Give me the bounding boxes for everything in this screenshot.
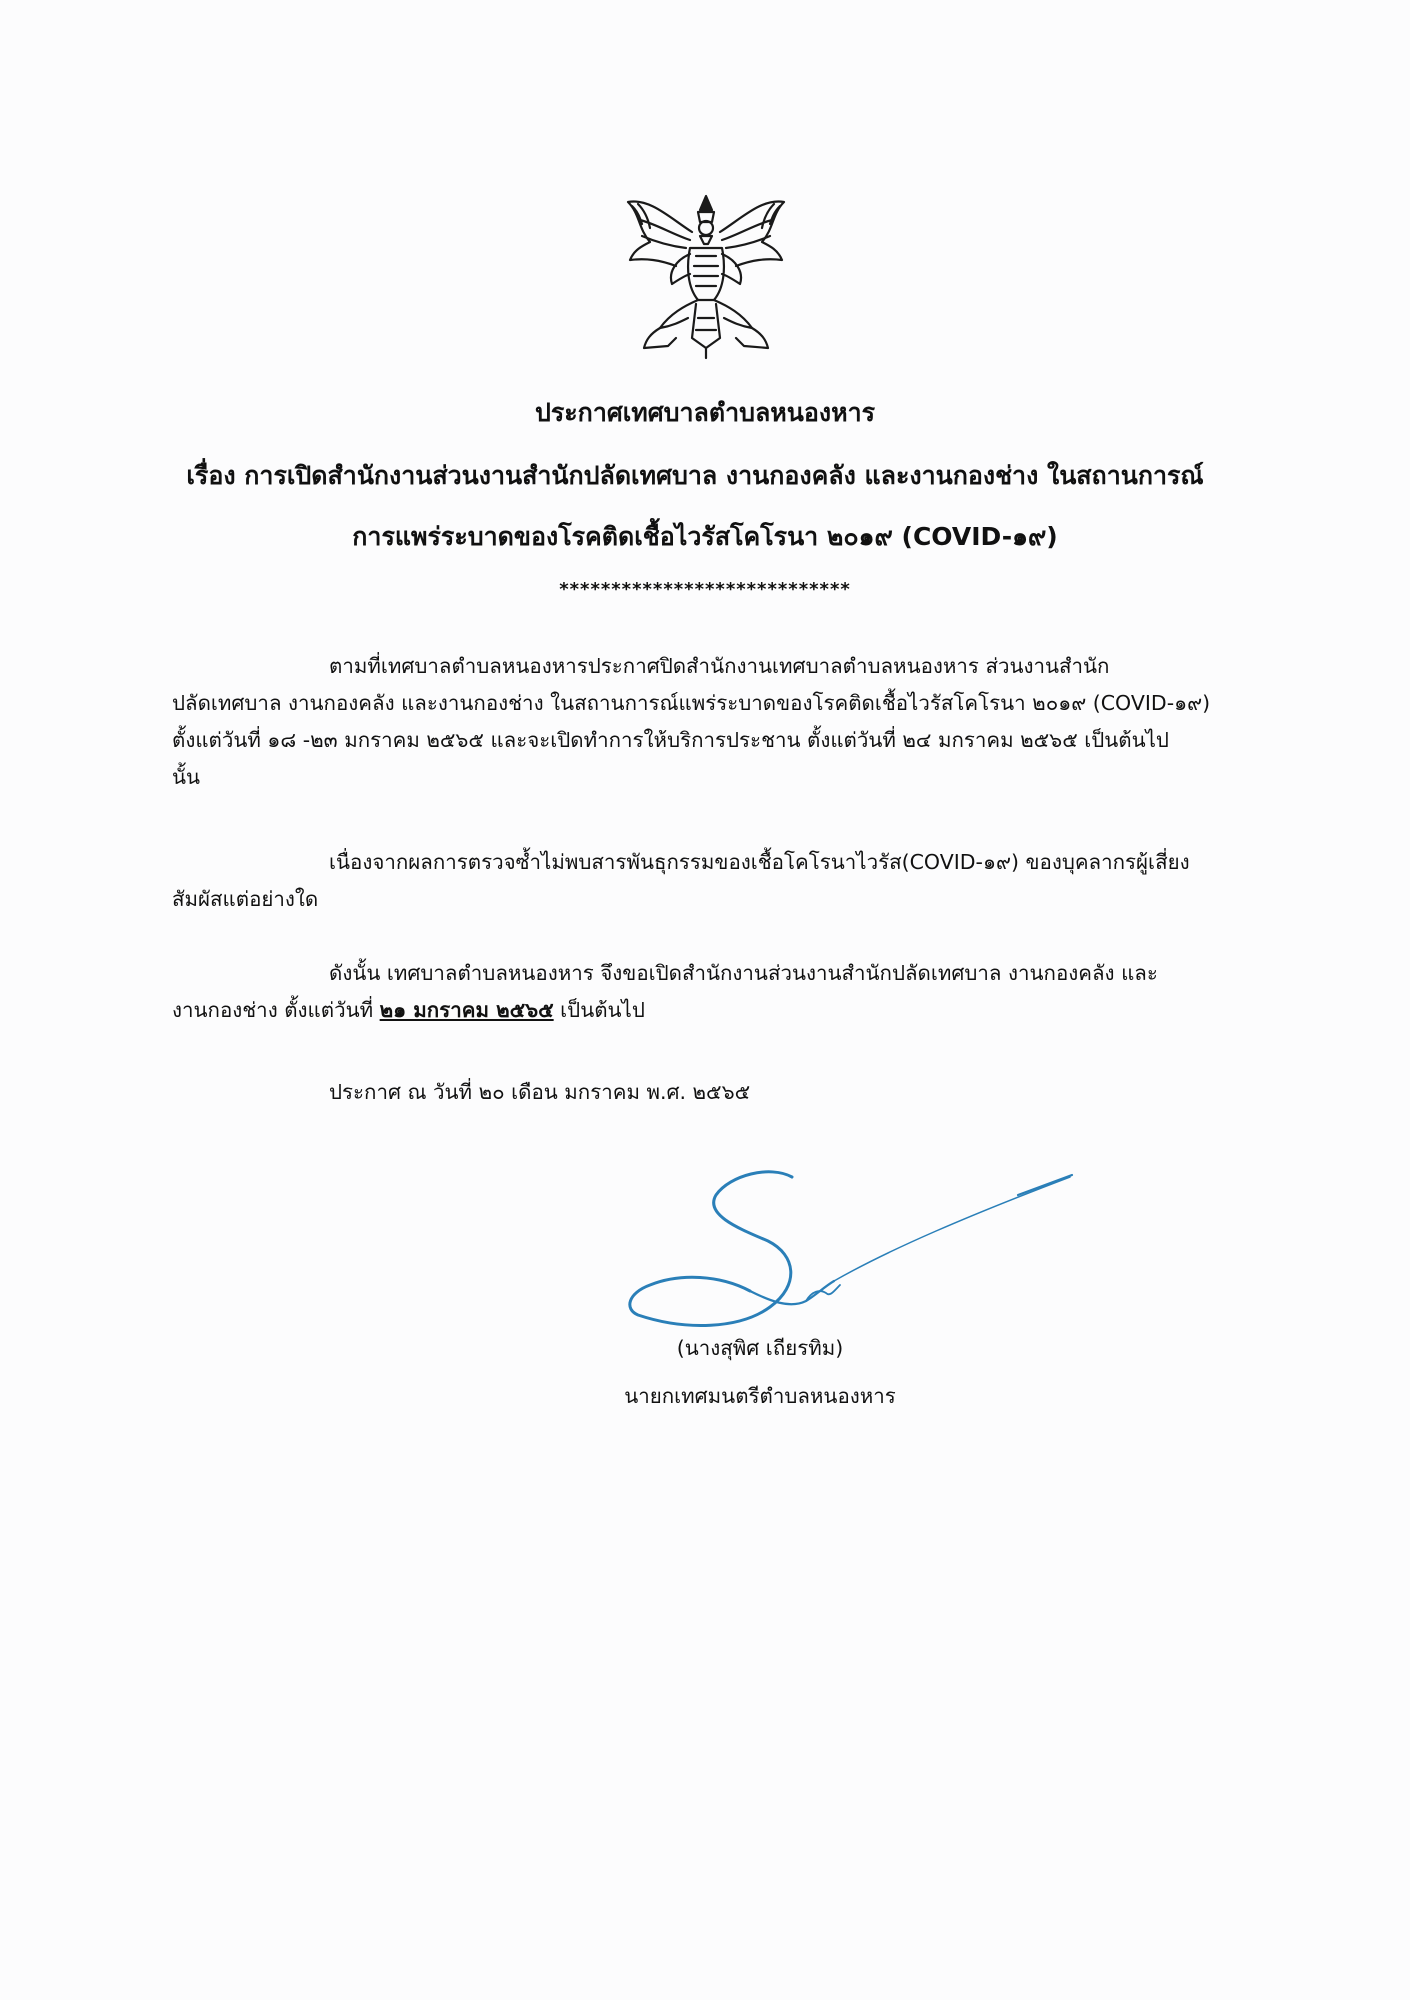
reopening-date: ๒๑ มกราคม ๒๕๖๕ (379, 998, 554, 1022)
paragraph-2-line-1: เนื่องจากผลการตรวจซ้ำไม่พบสารพันธุกรรมของเชื้อโคโรนาไวรัส(COVID-๑๙) ของบุคลากรผู้เสี่ยง (329, 850, 1190, 874)
paragraph-1-line-1: ตามที่เทศบาลตำบลหนองหารประกาศปิดสำนักงานเทศบาลตำบลหนองหาร ส่วนงานสำนัก (329, 654, 1110, 678)
paragraph-1 (172, 648, 1299, 796)
paragraph-2 (172, 844, 1299, 918)
announcement-subject-line-2: การแพร่ระบาดของโรคติดเชื้อไวรัสโคโรนา ๒๐๑๙ (COVID-๑๙) (352, 522, 1058, 551)
handwritten-signature (620, 1125, 1080, 1345)
paragraph-3 (172, 955, 1299, 1029)
announcement-subject-line-1: เรื่อง การเปิดสำนักงานส่วนงานสำนักปลัดเทศบาล งานกองคลัง และงานกองช่าง ในสถานการณ์ (186, 461, 1204, 490)
paragraph-2-line-2: สัมผัสแต่อย่างใด (172, 887, 319, 911)
title-separator: **************************** (559, 579, 851, 600)
paragraph-1-line-4: นั้น (172, 765, 201, 789)
paragraph-1-line-2: ปลัดเทศบาล งานกองคลัง และงานกองช่าง ในสถานการณ์แพร่ระบาดของโรคติดเชื้อไวรัสโคโรนา ๒๐๑๙ (COVID-๑๙) (172, 691, 1211, 715)
announcement-title: ประกาศเทศบาลตำบลหนองหาร (534, 398, 876, 427)
paragraph-3-line-1: ดังนั้น เทศบาลตำบลหนองหาร จึงขอเปิดสำนักงานส่วนงานสำนักปลัดเทศบาล งานกองคลัง และ (329, 961, 1158, 985)
paragraph-3-line-2-end: เป็นต้นไป (553, 998, 645, 1022)
announce-date: ประกาศ ณ วันที่ ๒๐ เดือน มกราคม พ.ศ. ๒๕๖๕ (329, 1080, 751, 1104)
paragraph-1-line-3: ตั้งแต่วันที่ ๑๘ -๒๓ มกราคม ๒๕๖๕ และจะเปิดทำการให้บริการประชาน ตั้งแต่วันที่ ๒๔ มกราคม ๒๕๖๕ เป็นต้นไป (172, 728, 1169, 752)
signatory-name: (นางสุพิศ เถียรทิม) (676, 1336, 844, 1360)
announce-date-block (172, 1074, 1299, 1111)
paragraph-3-line-2 (172, 992, 1299, 1029)
paragraph-3-line-2-start: งานกองช่าง ตั้งแต่วันที่ (172, 998, 380, 1022)
signatory-position: นายกเทศมนตรีตำบลหนองหาร (624, 1384, 896, 1408)
garuda-emblem-icon (620, 188, 792, 363)
